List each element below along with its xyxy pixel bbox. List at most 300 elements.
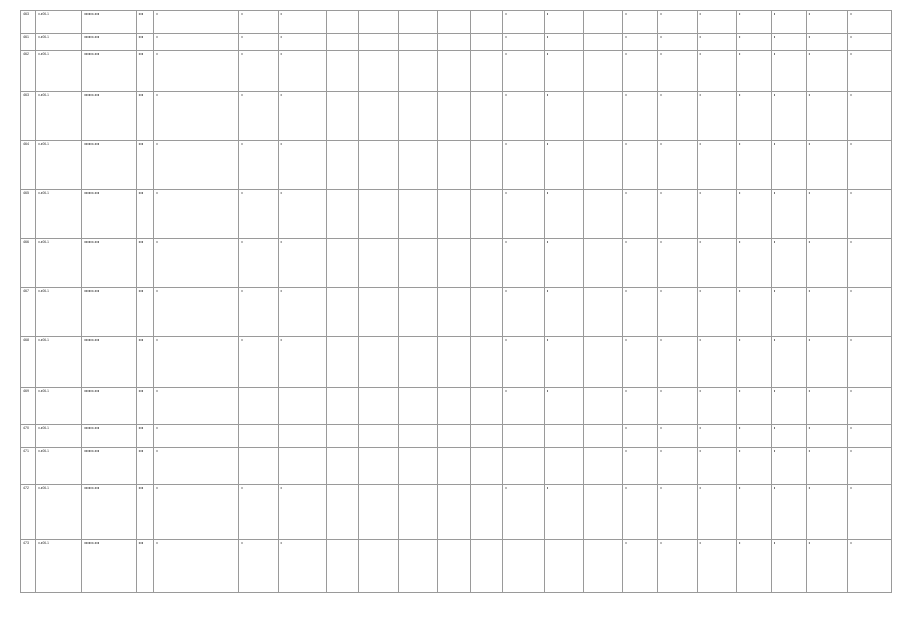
table-cell <box>326 485 359 540</box>
table-cell <box>326 190 359 239</box>
table-cell <box>359 11 398 34</box>
table-cell <box>359 485 398 540</box>
table-cell: Ⅱ <box>658 448 697 485</box>
table-row <box>21 448 892 485</box>
table-cell: Ⅱ <box>658 92 697 141</box>
table-cell <box>544 448 583 485</box>
table-cell: Ⅱ <box>544 34 583 51</box>
table-cell: ⅡⅡⅡⅡⅡⅡ-ⅡⅡⅡ <box>82 34 137 51</box>
table-cell: ⅡⅡⅡ <box>136 337 153 388</box>
table-cell <box>437 239 470 288</box>
table-cell: Ⅱ <box>848 190 892 239</box>
table-cell: Ⅱ <box>771 448 806 485</box>
table-cell: Ⅱ <box>154 540 239 593</box>
table-cell: Ⅱ <box>736 11 771 34</box>
table-cell: Ⅱ <box>848 540 892 593</box>
table-cell: Ⅱ <box>278 485 326 540</box>
table-row <box>21 485 892 540</box>
table-cell: 473 <box>21 540 36 593</box>
table-cell: Ⅱ <box>154 239 239 288</box>
table-cell: Ⅱ-Ⅱ06-1 <box>36 337 82 388</box>
table-cell: ⅡⅡⅡ <box>136 92 153 141</box>
table-cell: ⅡⅡⅡ <box>136 540 153 593</box>
table-cell: ⅡⅡⅡⅡⅡⅡ-ⅡⅡⅡ <box>82 11 137 34</box>
table-cell: Ⅱ <box>658 51 697 92</box>
table-cell: Ⅱ <box>736 448 771 485</box>
table-cell: 470 <box>21 425 36 448</box>
table-cell: Ⅱ <box>544 485 583 540</box>
table-row <box>21 11 892 34</box>
table-cell <box>503 425 544 448</box>
table-cell <box>437 448 470 485</box>
table-cell: Ⅱ <box>806 425 847 448</box>
table-cell: Ⅱ <box>806 11 847 34</box>
table-cell: Ⅱ <box>697 388 736 425</box>
table-cell: Ⅱ <box>848 51 892 92</box>
table-cell: Ⅱ <box>623 337 658 388</box>
table-cell: Ⅱ <box>771 92 806 141</box>
table-cell: Ⅱ <box>697 540 736 593</box>
table-cell: Ⅱ <box>806 448 847 485</box>
table-cell: Ⅱ <box>697 190 736 239</box>
table-cell: ⅡⅡⅡⅡⅡⅡ-ⅡⅡⅡ <box>82 425 137 448</box>
table-cell: Ⅱ <box>503 337 544 388</box>
table-cell: ⅡⅡⅡⅡⅡⅡ-ⅡⅡⅡ <box>82 190 137 239</box>
table-cell: Ⅱ <box>503 239 544 288</box>
table-cell: Ⅱ <box>239 239 278 288</box>
table-cell <box>359 190 398 239</box>
table-cell: Ⅱ <box>623 34 658 51</box>
table-cell: 472 <box>21 485 36 540</box>
table-cell <box>359 288 398 337</box>
table-cell: Ⅱ <box>771 190 806 239</box>
table-cell: Ⅱ <box>154 485 239 540</box>
table-cell: Ⅱ <box>544 11 583 34</box>
table-cell: Ⅱ <box>278 190 326 239</box>
table-cell <box>398 11 437 34</box>
table-cell <box>470 51 503 92</box>
table-cell: Ⅱ <box>623 141 658 190</box>
table-cell <box>398 425 437 448</box>
table-cell: ⅡⅡⅡⅡⅡⅡ-ⅡⅡⅡ <box>82 239 137 288</box>
table-cell <box>326 388 359 425</box>
table-cell: Ⅱ <box>278 34 326 51</box>
table-cell <box>437 34 470 51</box>
table-cell: Ⅱ <box>503 11 544 34</box>
table-cell <box>470 485 503 540</box>
table-cell: Ⅱ <box>736 34 771 51</box>
table-cell: Ⅱ <box>503 51 544 92</box>
table-cell: Ⅱ <box>658 540 697 593</box>
table-cell: Ⅱ-Ⅱ06-1 <box>36 190 82 239</box>
table-cell: Ⅱ <box>503 288 544 337</box>
table-cell: Ⅱ <box>848 239 892 288</box>
table-cell: Ⅱ <box>278 92 326 141</box>
table-cell <box>359 141 398 190</box>
table-cell <box>584 388 623 425</box>
table-cell: Ⅱ <box>503 388 544 425</box>
table-cell <box>437 190 470 239</box>
table-cell: Ⅱ <box>154 288 239 337</box>
table-cell <box>584 485 623 540</box>
table-cell: Ⅱ <box>697 425 736 448</box>
table-cell: Ⅱ <box>154 92 239 141</box>
table-cell: Ⅱ <box>623 190 658 239</box>
table-cell: ⅡⅡⅡⅡⅡⅡ-ⅡⅡⅡ <box>82 448 137 485</box>
table-cell: Ⅱ-Ⅱ06-1 <box>36 485 82 540</box>
table-cell <box>398 288 437 337</box>
table-cell: Ⅱ <box>154 337 239 388</box>
table-cell: Ⅱ <box>736 425 771 448</box>
table-cell <box>470 34 503 51</box>
table-cell: Ⅱ <box>806 141 847 190</box>
table-cell: Ⅱ <box>736 190 771 239</box>
table-cell <box>470 540 503 593</box>
table-cell: Ⅱ <box>623 11 658 34</box>
table-cell <box>437 92 470 141</box>
table-cell: Ⅱ <box>658 425 697 448</box>
table-cell: Ⅱ <box>736 540 771 593</box>
table-cell <box>278 425 326 448</box>
table-cell <box>398 540 437 593</box>
table-cell <box>503 540 544 593</box>
table-cell <box>398 388 437 425</box>
table-cell <box>584 425 623 448</box>
table-cell: Ⅱ <box>239 288 278 337</box>
table-row <box>21 540 892 593</box>
table-cell: Ⅱ-Ⅱ06-1 <box>36 425 82 448</box>
table-cell <box>470 190 503 239</box>
table-cell: ⅡⅡⅡ <box>136 141 153 190</box>
table-cell: 462 <box>21 51 36 92</box>
table-cell: Ⅱ <box>736 388 771 425</box>
table-cell <box>326 540 359 593</box>
table-cell: Ⅱ-Ⅱ06-1 <box>36 141 82 190</box>
table-cell: Ⅱ <box>848 485 892 540</box>
table-cell: Ⅱ <box>736 337 771 388</box>
table-cell <box>470 425 503 448</box>
table-cell: 468 <box>21 337 36 388</box>
table-cell: Ⅱ <box>806 34 847 51</box>
table-cell: ⅡⅡⅡ <box>136 485 153 540</box>
table-row <box>21 239 892 288</box>
table-cell <box>398 448 437 485</box>
table-cell <box>470 288 503 337</box>
table-cell: Ⅱ <box>736 141 771 190</box>
table-cell <box>239 425 278 448</box>
table-cell: Ⅱ <box>848 141 892 190</box>
table-cell: Ⅱ <box>806 388 847 425</box>
table-cell: Ⅱ <box>697 239 736 288</box>
table-cell: Ⅱ <box>154 34 239 51</box>
table-cell: Ⅱ <box>771 239 806 288</box>
table-cell: Ⅱ <box>278 239 326 288</box>
table-cell: Ⅱ <box>697 288 736 337</box>
table-cell: Ⅱ <box>658 337 697 388</box>
table-cell: Ⅱ <box>154 388 239 425</box>
table-cell: ⅡⅡⅡ <box>136 388 153 425</box>
table-row <box>21 92 892 141</box>
table-cell <box>437 388 470 425</box>
table-cell: Ⅱ <box>697 337 736 388</box>
table-cell <box>326 34 359 51</box>
table-cell <box>584 34 623 51</box>
table-cell: Ⅱ <box>736 239 771 288</box>
table-cell: Ⅱ <box>278 141 326 190</box>
table-cell: Ⅱ <box>771 540 806 593</box>
table-cell <box>326 92 359 141</box>
table-cell <box>584 239 623 288</box>
table-cell: Ⅱ <box>544 190 583 239</box>
table-cell <box>437 540 470 593</box>
table-cell <box>398 92 437 141</box>
table-cell: Ⅱ <box>806 337 847 388</box>
table-cell: Ⅱ <box>544 51 583 92</box>
table-cell: Ⅱ <box>806 540 847 593</box>
table-cell <box>470 11 503 34</box>
table-cell: Ⅱ-Ⅱ06-1 <box>36 239 82 288</box>
table-cell <box>398 485 437 540</box>
table-cell <box>584 448 623 485</box>
table-cell <box>359 34 398 51</box>
table-cell <box>437 425 470 448</box>
table-cell: Ⅱ <box>154 51 239 92</box>
table-cell <box>584 11 623 34</box>
table-cell <box>437 337 470 388</box>
table-cell: Ⅱ <box>154 141 239 190</box>
table-cell: ⅡⅡⅡⅡⅡⅡ-ⅡⅡⅡ <box>82 92 137 141</box>
table-cell: 463 <box>21 11 36 34</box>
table-cell: Ⅱ <box>239 92 278 141</box>
table-cell: Ⅱ <box>771 141 806 190</box>
table-cell: Ⅱ <box>278 51 326 92</box>
table-row <box>21 288 892 337</box>
table-cell: Ⅱ <box>736 92 771 141</box>
table-cell <box>278 388 326 425</box>
table-cell <box>584 51 623 92</box>
table-cell: Ⅱ <box>736 485 771 540</box>
table-cell: Ⅱ <box>239 540 278 593</box>
table-cell: Ⅱ <box>806 51 847 92</box>
table-cell <box>584 337 623 388</box>
table-cell <box>398 141 437 190</box>
table-cell: Ⅱ <box>623 288 658 337</box>
table-cell <box>239 448 278 485</box>
table-cell <box>398 34 437 51</box>
table-cell: Ⅱ <box>697 92 736 141</box>
table-cell <box>359 448 398 485</box>
table-cell: Ⅱ-Ⅱ06-1 <box>36 448 82 485</box>
table-cell <box>326 448 359 485</box>
table-cell: ⅡⅡⅡ <box>136 11 153 34</box>
table-cell: Ⅱ <box>806 485 847 540</box>
table-cell: Ⅱ <box>154 190 239 239</box>
table-cell <box>437 141 470 190</box>
table-cell: Ⅱ <box>771 288 806 337</box>
table-cell: Ⅱ <box>239 485 278 540</box>
table-cell <box>544 425 583 448</box>
table-row <box>21 190 892 239</box>
table-cell <box>326 141 359 190</box>
table-cell <box>503 448 544 485</box>
table-cell <box>437 51 470 92</box>
table-cell <box>326 425 359 448</box>
table-cell <box>326 239 359 288</box>
table-cell: Ⅱ <box>697 141 736 190</box>
table-cell: Ⅱ <box>239 11 278 34</box>
table-cell <box>584 540 623 593</box>
table-cell: Ⅱ <box>239 337 278 388</box>
table-cell: Ⅱ <box>544 239 583 288</box>
table-cell: ⅡⅡⅡⅡⅡⅡ-ⅡⅡⅡ <box>82 288 137 337</box>
table-cell: Ⅱ <box>278 288 326 337</box>
table-body <box>21 11 892 593</box>
table-cell: 465 <box>21 190 36 239</box>
table-cell: Ⅱ <box>806 239 847 288</box>
table-cell <box>584 92 623 141</box>
table-cell: Ⅱ <box>503 485 544 540</box>
table-cell: Ⅱ-Ⅱ06-1 <box>36 540 82 593</box>
table-cell: Ⅱ <box>503 141 544 190</box>
table-cell: 466 <box>21 239 36 288</box>
table-cell: Ⅱ <box>623 51 658 92</box>
table-cell <box>470 448 503 485</box>
table-cell <box>359 388 398 425</box>
registry-sheet <box>20 10 892 593</box>
table-cell: Ⅱ <box>623 540 658 593</box>
table-cell: 461 <box>21 34 36 51</box>
table-cell <box>326 337 359 388</box>
table-cell: Ⅱ <box>154 425 239 448</box>
table-cell: ⅡⅡⅡ <box>136 51 153 92</box>
table-cell <box>359 239 398 288</box>
table-cell: 469 <box>21 388 36 425</box>
table-cell: 467 <box>21 288 36 337</box>
table-cell: Ⅱ <box>154 11 239 34</box>
table-cell: Ⅱ <box>697 51 736 92</box>
table-row <box>21 34 892 51</box>
table-cell: Ⅱ <box>736 51 771 92</box>
table-row <box>21 51 892 92</box>
table-cell <box>398 239 437 288</box>
table-cell: ⅡⅡⅡⅡⅡⅡ-ⅡⅡⅡ <box>82 388 137 425</box>
table-cell <box>544 540 583 593</box>
table-cell <box>239 388 278 425</box>
table-cell: Ⅱ <box>239 190 278 239</box>
table-cell: Ⅱ <box>771 11 806 34</box>
table-cell <box>470 337 503 388</box>
table-cell: 463 <box>21 92 36 141</box>
table-cell: Ⅱ <box>848 388 892 425</box>
table-cell: Ⅱ <box>848 425 892 448</box>
table-cell: Ⅱ <box>848 34 892 51</box>
table-cell: Ⅱ <box>697 448 736 485</box>
table-cell: Ⅱ <box>623 92 658 141</box>
table-cell: ⅡⅡⅡ <box>136 190 153 239</box>
table-cell: Ⅱ <box>658 239 697 288</box>
table-cell: Ⅱ <box>623 485 658 540</box>
table-cell: Ⅱ <box>771 485 806 540</box>
table-cell: Ⅱ <box>503 92 544 141</box>
table-cell: ⅡⅡⅡ <box>136 425 153 448</box>
table-cell: Ⅱ <box>658 388 697 425</box>
table-row <box>21 388 892 425</box>
table-cell <box>278 448 326 485</box>
table-cell: ⅡⅡⅡ <box>136 288 153 337</box>
table-cell: 471 <box>21 448 36 485</box>
table-cell: Ⅱ <box>771 425 806 448</box>
table-cell: ⅡⅡⅡⅡⅡⅡ-ⅡⅡⅡ <box>82 485 137 540</box>
table-cell: Ⅱ-Ⅱ06-1 <box>36 388 82 425</box>
table-cell: ⅡⅡⅡⅡⅡⅡ-ⅡⅡⅡ <box>82 51 137 92</box>
table-cell: Ⅱ <box>239 51 278 92</box>
table-cell: Ⅱ <box>623 388 658 425</box>
table-cell <box>398 337 437 388</box>
table-cell: Ⅱ <box>239 141 278 190</box>
table-cell: Ⅱ <box>697 11 736 34</box>
table-cell: Ⅱ-Ⅱ06-1 <box>36 92 82 141</box>
table-cell: Ⅱ <box>736 288 771 337</box>
table-row <box>21 141 892 190</box>
table-cell: Ⅱ <box>544 337 583 388</box>
table-cell <box>398 190 437 239</box>
table-cell: Ⅱ <box>623 425 658 448</box>
table-cell <box>398 51 437 92</box>
registry-table <box>20 10 892 593</box>
table-cell <box>359 51 398 92</box>
table-cell: Ⅱ <box>544 92 583 141</box>
table-cell: ⅡⅡⅡⅡⅡⅡ-ⅡⅡⅡ <box>82 141 137 190</box>
table-cell <box>359 92 398 141</box>
table-cell: Ⅱ <box>658 11 697 34</box>
table-cell: Ⅱ <box>806 288 847 337</box>
table-cell <box>437 485 470 540</box>
table-cell: Ⅱ <box>154 448 239 485</box>
table-cell: Ⅱ <box>658 141 697 190</box>
table-cell: Ⅱ-Ⅱ06-1 <box>36 34 82 51</box>
table-cell: ⅡⅡⅡ <box>136 34 153 51</box>
table-cell: ⅡⅡⅡ <box>136 448 153 485</box>
table-cell <box>470 141 503 190</box>
table-cell <box>326 288 359 337</box>
table-cell: Ⅱ <box>806 190 847 239</box>
table-cell: Ⅱ-Ⅱ06-1 <box>36 11 82 34</box>
table-cell: Ⅱ <box>544 141 583 190</box>
table-cell: Ⅱ <box>544 388 583 425</box>
table-cell: Ⅱ <box>806 92 847 141</box>
table-cell: Ⅱ <box>623 239 658 288</box>
table-cell <box>437 11 470 34</box>
table-cell: Ⅱ <box>771 51 806 92</box>
table-cell: Ⅱ <box>771 337 806 388</box>
table-row <box>21 425 892 448</box>
table-cell: ⅡⅡⅡⅡⅡⅡ-ⅡⅡⅡ <box>82 337 137 388</box>
table-cell <box>584 288 623 337</box>
table-cell: Ⅱ-Ⅱ06-1 <box>36 288 82 337</box>
table-cell: Ⅱ <box>771 388 806 425</box>
table-cell: Ⅱ <box>771 34 806 51</box>
table-cell <box>470 92 503 141</box>
table-cell: Ⅱ <box>697 485 736 540</box>
table-cell: Ⅱ <box>658 190 697 239</box>
table-cell: Ⅱ <box>544 288 583 337</box>
table-cell: Ⅱ <box>278 540 326 593</box>
table-cell: Ⅱ <box>623 448 658 485</box>
table-cell: Ⅱ <box>503 190 544 239</box>
table-cell: 464 <box>21 141 36 190</box>
table-cell <box>470 239 503 288</box>
table-cell: Ⅱ <box>278 337 326 388</box>
